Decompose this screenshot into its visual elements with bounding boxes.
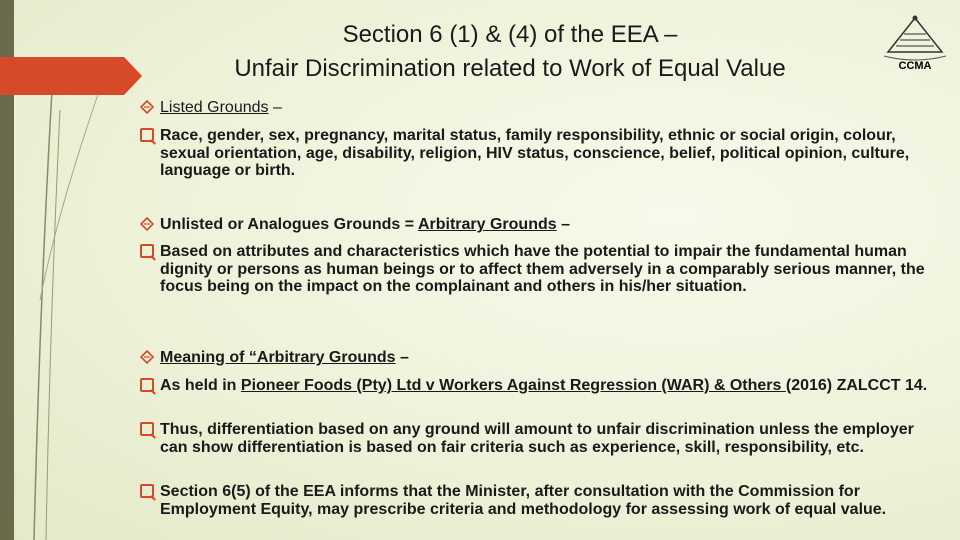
checkbox-bullet-icon	[140, 128, 154, 142]
listed-grounds-suffix: –	[268, 99, 282, 116]
checkbox-bullet-icon	[140, 244, 154, 258]
checkbox-bullet-icon	[140, 378, 154, 392]
ccma-logo	[882, 12, 948, 74]
thus-text: Thus, differentiation based on any ground will amount to unfair discrimination unless the employer can show differentiation is based on fair criteria such as experience, skill, responsibility, etc.	[160, 421, 914, 456]
diamond-bullet-icon	[140, 350, 154, 364]
checkbox-bullet-icon	[140, 484, 154, 498]
meaning-heading	[140, 349, 940, 367]
unlisted-grounds-text: Based on attributes and characteristics which have the potential to impair the fundamental human dignity or persons as human beings or to affect them adversely in a comparably serious manner, the focus being on the impact on the complainant and others in his/her situation.	[160, 243, 925, 295]
thus-item	[140, 421, 940, 456]
unlisted-prefix: Unlisted or Analogues Grounds =	[160, 216, 418, 233]
unlisted-grounds-heading	[140, 216, 940, 234]
meaning-label: Meaning of “Arbitrary Grounds	[160, 349, 396, 366]
diamond-bullet-icon	[140, 100, 154, 114]
listed-grounds-body	[140, 127, 940, 180]
title-accent-tab	[0, 57, 124, 95]
logo-text: CCMA	[898, 60, 932, 72]
case-citation: Pioneer Foods (Pty) Ltd v Workers Against Regression (WAR) & Others	[240, 377, 786, 394]
meaning-suffix: –	[395, 349, 409, 366]
listed-grounds-label: Listed Grounds	[160, 99, 269, 116]
unlisted-grounds-body	[140, 243, 940, 296]
held-suffix: (2016) ZALCCT 14.	[785, 377, 928, 394]
diamond-bullet-icon	[140, 217, 154, 231]
held-prefix: As held in	[160, 377, 241, 394]
slide-title	[150, 18, 870, 86]
title-line-2: Unfair Discrimination related to Work of Equal Value	[234, 55, 786, 82]
checkbox-bullet-icon	[140, 422, 154, 436]
held-case-item	[140, 377, 940, 395]
section-6-5-item	[140, 483, 940, 518]
section-6-5-text: Section 6(5) of the EEA informs that the Minister, after consultation with the Commission for Employment Equity, may prescribe criteria and methodology for assessing work of equal value.	[160, 483, 887, 518]
listed-grounds-heading	[140, 99, 940, 117]
unlisted-suffix: –	[556, 216, 570, 233]
title-line-1: Section 6 (1) & (4) of the EEA –	[342, 21, 678, 48]
ccma-emblem-icon	[882, 12, 948, 62]
listed-grounds-text: Race, gender, sex, pregnancy, marital status, family responsibility, ethnic or social origin, colour, sexual orientation, age, disability, religion, HIV status, conscience, belief, political opinion, culture, language or birth.	[160, 127, 910, 179]
arbitrary-grounds-label: Arbitrary Grounds	[417, 216, 557, 233]
